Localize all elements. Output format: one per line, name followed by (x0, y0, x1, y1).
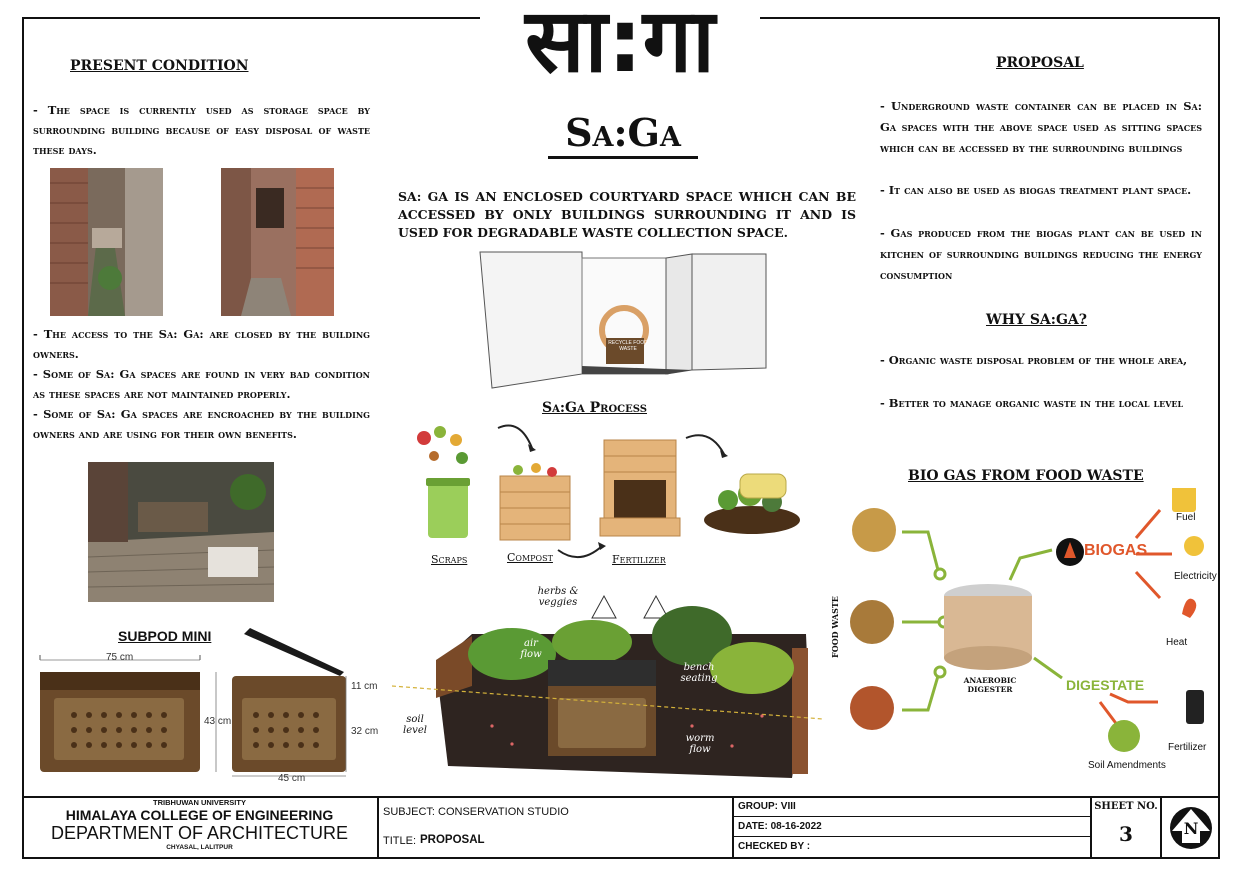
output-heat: Heat (1166, 637, 1188, 648)
latin-title: Sa:Ga (548, 110, 698, 159)
output-electricity: Electricity (1174, 571, 1217, 582)
recycle-bin-label: RECYCLE FOOD WASTE (608, 340, 648, 352)
date-field: DATE: 08-16-2022 (738, 821, 822, 832)
subject-field: SUBJECT: CONSERVATION STUDIO (383, 806, 569, 818)
process-label-compost: Compost (507, 551, 553, 564)
food-waste-label: FOOD WASTE (830, 596, 840, 658)
output-fuel: Fuel (1176, 512, 1196, 523)
label-soil-level: soil level (403, 714, 427, 736)
proposal-paragraph-2: - It can also be used as biogas treatment plant space. (880, 183, 1192, 197)
sheet-number: 3 (1119, 822, 1133, 846)
label-air-flow: air flow (520, 638, 542, 660)
present-paragraph-3: - Some of Sa: Ga spaces are found in very bad condition as these spaces are not maintained properly. (33, 367, 370, 401)
title-block-divider-2 (732, 798, 734, 858)
proposal-paragraph-3: - Gas produced from the biogas plant can be used in kitchen of surrounding buildings reducing the energy consumption (880, 226, 1202, 282)
subpod-heading: SUBPOD MINI (118, 628, 212, 644)
process-label-fertilizer: Fertilizer (612, 553, 666, 566)
subpod-dim-depth: 45 cm (278, 773, 306, 784)
output-fertilizer: Fertilizer (1168, 742, 1207, 753)
present-paragraph-1: - The space is currently used as storage space by surrounding building because of easy disposal of waste these days. (33, 103, 370, 157)
saga-description: SA: GA IS AN ENCLOSED COURTYARD SPACE WHICH CAN BE ACCESSED BY ONLY BUILDINGS SURROUNDING IT AND IS USED FOR DEGRADABLE WASTE COLLECTION SPACE. (398, 189, 856, 240)
biogas-heading: BIO GAS FROM FOOD WASTE (908, 468, 1144, 484)
title-block-rule-2 (733, 836, 1091, 837)
digestate-label: DIGESTATE (1066, 677, 1145, 693)
label-herbs-veggies: herbs & veggies (537, 586, 579, 608)
proposal-paragraph-1: - Underground waste container can be placed in Sa: Ga spaces with the above space used as sitting spaces which can be accessed by the surrounding buildings (880, 99, 1202, 155)
output-soil-amendments: Soil Amendments (1088, 760, 1166, 771)
alley-photo-2 (221, 168, 334, 316)
label-worm-flow: worm flow (685, 733, 715, 755)
north-arrow-letter: N (1183, 819, 1199, 838)
process-heading: Sa:Ga Process (542, 400, 647, 416)
college-location: CHYASAL, LALITPUR (166, 844, 233, 851)
anaerobic-digester-label: ANAEROBIC DIGESTER (963, 676, 1017, 694)
college-name: HIMALAYA COLLEGE OF ENGINEERING (65, 807, 334, 823)
sheet-no-label: SHEET NO. (1094, 801, 1158, 812)
why-saga-heading: WHY SA:GA? (986, 312, 1087, 328)
subpod-drawing (34, 620, 384, 790)
alley-photo-1 (50, 168, 163, 316)
title-field-label: TITLE: (383, 835, 417, 847)
subpod-dim-height: 43 cm (204, 716, 232, 727)
devanagari-title: सा:गा (480, 0, 760, 98)
title-block-rule-1 (733, 816, 1091, 817)
courtyard-3d-model (478, 250, 770, 392)
subpod-dim-lid: 11 cm (351, 681, 378, 692)
present-condition-heading: PRESENT CONDITION (70, 58, 249, 74)
subpod-dim-below: 32 cm (351, 726, 379, 737)
department-name: DEPARTMENT OF ARCHITECTURE (50, 823, 349, 843)
biogas-label: BIOGAS (1084, 542, 1148, 559)
group-field: GROUP: VIII (738, 801, 796, 812)
university-name: TRIBHUWAN UNIVERSITY (153, 798, 246, 807)
why-paragraph-2: - Better to manage organic waste in the local level (880, 396, 1184, 410)
title-field-value: PROPOSAL (420, 834, 485, 846)
present-paragraph-2: - The access to the Sa: Ga: are closed by the building owners. (33, 327, 370, 361)
title-block-divider-1 (377, 798, 379, 858)
courtyard-photo (88, 462, 274, 602)
checked-by-field: CHECKED BY : (738, 841, 811, 852)
raised-garden-section (392, 576, 822, 784)
present-paragraph-4: - Some of Sa: Ga spaces are encroached by the building owners and are using for their own benefits. (33, 407, 370, 441)
title-block-divider-4 (1160, 798, 1162, 858)
subpod-dim-width: 75 cm (106, 652, 134, 663)
biogas-diagram (842, 488, 1222, 778)
label-bench-seating: bench seating (680, 662, 718, 684)
process-label-scraps: Scraps (431, 553, 468, 566)
process-diagram (410, 418, 810, 568)
why-paragraph-1: - Organic waste disposal problem of the whole area, (880, 353, 1188, 367)
proposal-heading: PROPOSAL (996, 55, 1084, 71)
